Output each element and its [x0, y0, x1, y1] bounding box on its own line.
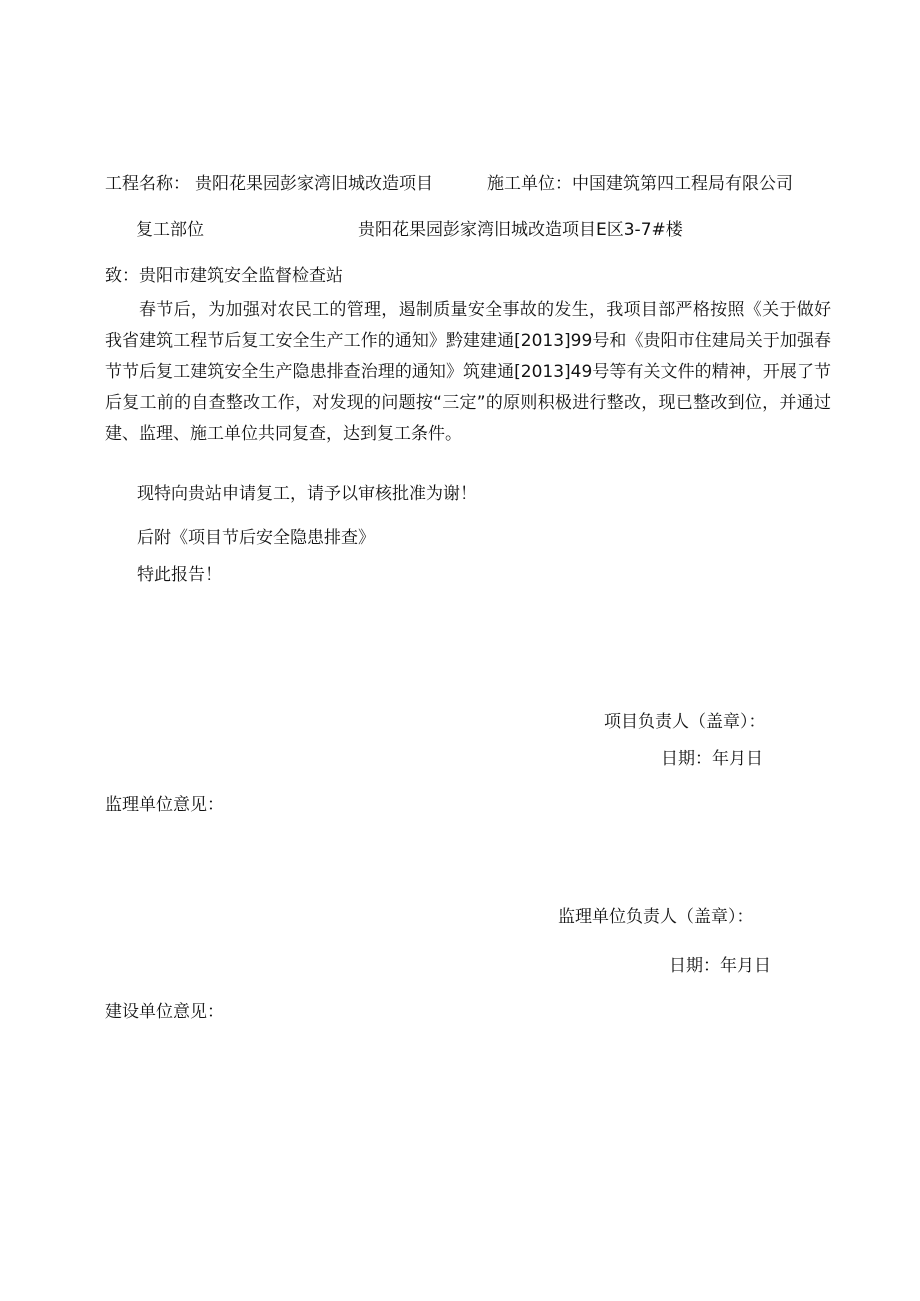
resume-location-label: 复工部位 — [136, 220, 204, 240]
construction-opinion-label: 建设单位意见： — [105, 1002, 224, 1022]
addressee: 致：贵阳市建筑安全监督检查站 — [105, 266, 343, 286]
request-text: 现特向贵站申请复工，请予以审核批准为谢！ — [137, 484, 477, 504]
project-name-label: 工程名称： — [105, 174, 190, 194]
contractor-label: 施工单位： — [487, 174, 572, 194]
supervision-opinion-label: 监理单位意见： — [105, 795, 224, 815]
project-date-label: 日期：年月日 — [661, 749, 763, 769]
body-paragraph: 春节后，为加强对农民工的管理，遏制质量安全事故的发生，我项目部严格按照《关于做好我省建筑工程节后复工安全生产工作的通知》黔建建通[2013]99号和《贵阳市住建局关于加强春节节后复工建筑安全生产隐患排查治理的通知》筑建通[2013]49号等有关文件的精神，开展了节后复工前的自查整改工作，对发现的问题按“三定”的原则积极进行整改，现已整改到位，并通过建、监理、施工单位共同复查，达到复工条件。 — [105, 300, 831, 444]
contractor-value: 中国建筑第四工程局有限公司 — [572, 174, 793, 194]
supervision-leader-seal-label: 监理单位负责人（盖章）： — [558, 907, 754, 927]
project-leader-seal-label: 项目负责人（盖章）： — [604, 712, 766, 732]
attachment-text: 后附《项目节后安全隐患排查》 — [137, 528, 375, 548]
supervision-date-label: 日期：年月日 — [669, 956, 771, 976]
closing-text: 特此报告！ — [137, 565, 222, 585]
resume-location-value: 贵阳花果园彭家湾旧城改造项目E区3-7#楼 — [358, 220, 683, 240]
project-name-value: 贵阳花果园彭家湾旧城改造项目 — [195, 174, 433, 194]
